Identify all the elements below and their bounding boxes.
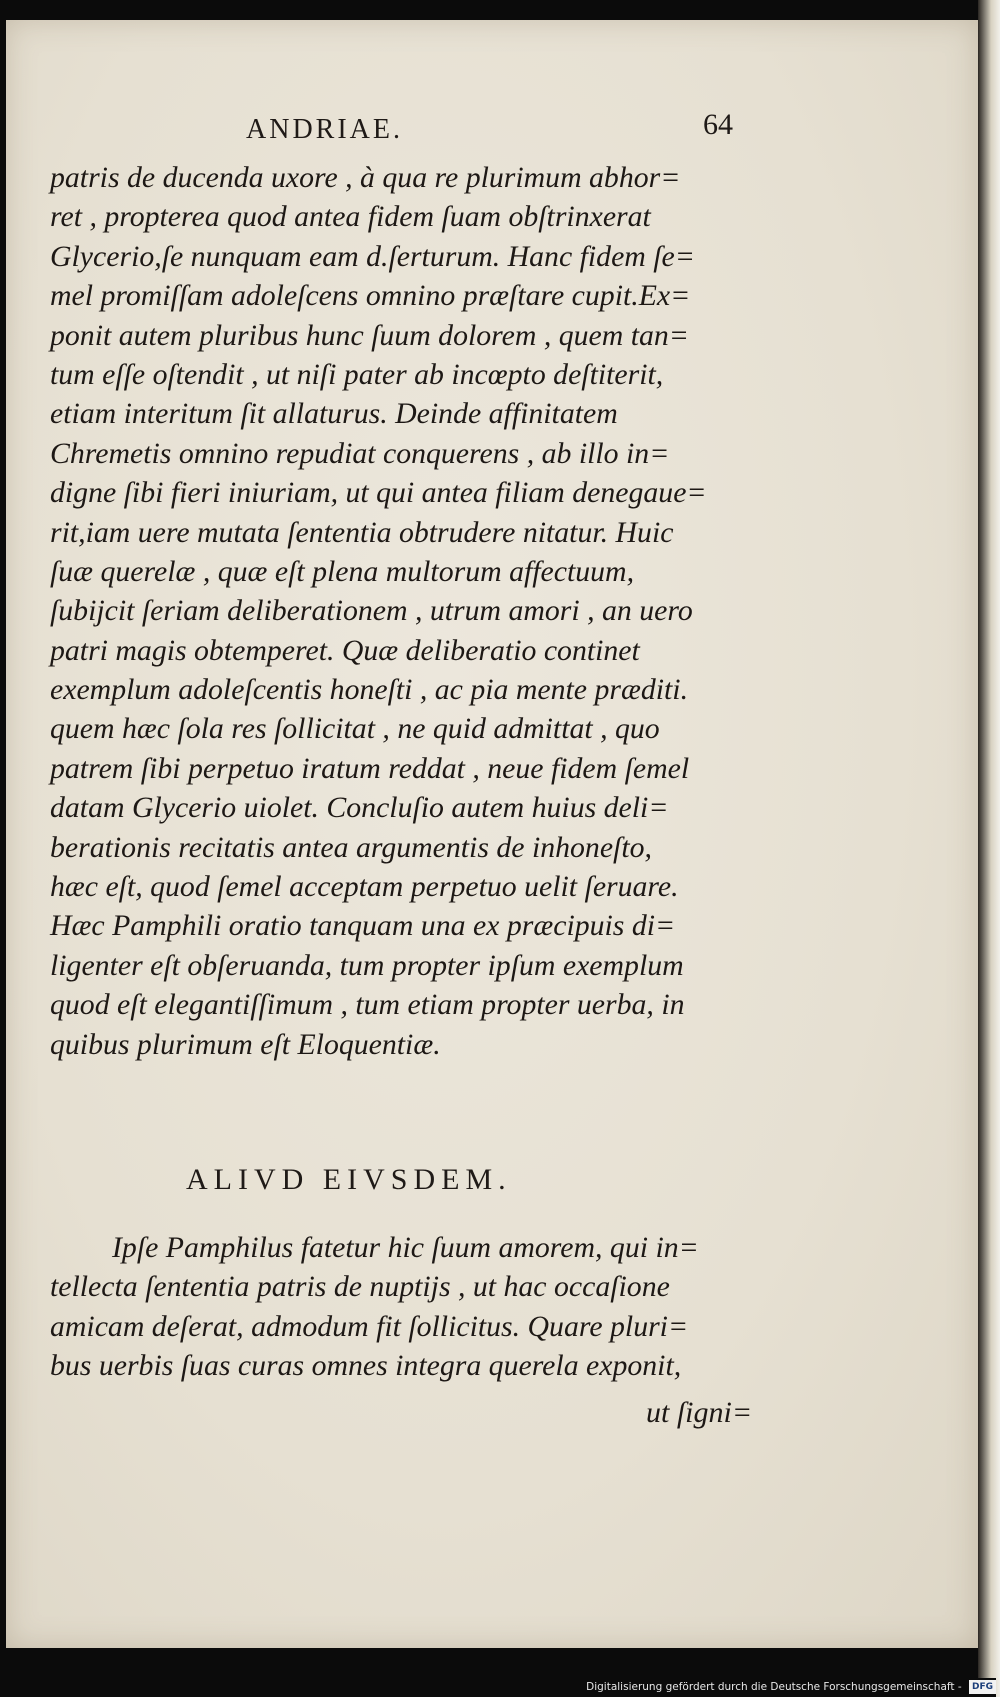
page-number: 64 <box>703 108 733 141</box>
footer-text: Digitalisierung gefördert durch die Deutsche Forschungsgemeinschaft - <box>586 1681 962 1693</box>
text-line: ret , propterea quod antea fidem ſuam obſtrinxerat <box>50 200 651 234</box>
text-line: hæc eſt, quod ſemel acceptam perpetuo uelit ſeruare. <box>50 870 679 904</box>
paragraph-2 <box>50 1228 762 1386</box>
text-line: bus uerbis ſuas curas omnes integra querela exponit, <box>50 1349 682 1383</box>
footer-credit <box>0 1678 996 1697</box>
book-page <box>6 20 978 1648</box>
text-line: tum eſſe oſtendit , ut niſi pater ab incœpto deſtiterit, <box>50 357 664 391</box>
text-line: mel promiſſam adoleſcens omnino præſtare cupit.Ex= <box>50 279 691 313</box>
text-line: patrem ſibi perpetuo iratum reddat , neue fidem ſemel <box>50 751 690 785</box>
text-line: exemplum adoleſcentis honeſti , ac pia mente præditi. <box>50 673 689 707</box>
text-line: patris de ducenda uxore , à qua re plurimum abhor= <box>50 161 681 194</box>
running-title: ANDRIAE. <box>246 114 403 145</box>
text-line: patri magis obtemperet. Quæ deliberatio continet <box>50 633 640 667</box>
text-line: quem hæc ſola res ſollicitat , ne quid admittat , quo <box>50 712 660 746</box>
text-line: tellecta ſententia patris de nuptijs , ut hac occaſione <box>50 1270 670 1304</box>
section-heading: ALIVD EIVSDEM. <box>186 1163 512 1196</box>
dfg-logo: DFG <box>969 1680 996 1694</box>
text-line: ligenter eſt obſeruanda, tum propter ipſum exemplum <box>50 948 684 982</box>
text-line: Glycerio,ſe nunquam eam d.ſerturum. Hanc fidem ſe= <box>50 239 695 273</box>
text-line: quod eſt elegantiſſimum , tum etiam propter uerba, in <box>50 988 685 1022</box>
text-line: Chremetis omnino repudiat conquerens , ab illo in= <box>50 436 670 470</box>
text-line: Hæc Pamphili oratio tanquam una ex præcipuis di= <box>50 909 676 943</box>
catchword: ut ſigni= <box>646 1396 753 1429</box>
text-line: berationis recitatis antea argumentis de inhoneſto, <box>50 830 652 864</box>
text-line: ſubijcit ſeriam deliberationem , utrum amori , an uero <box>50 594 693 628</box>
text-line: rit,iam uere mutata ſententia obtrudere nitatur. Huic <box>50 515 674 549</box>
text-line: amicam deſerat, admodum fit ſollicitus. Quare pluri= <box>50 1309 689 1343</box>
page-edge <box>978 0 1000 1697</box>
text-line: datam Glycerio uiolet. Concluſio autem huius deli= <box>50 791 669 825</box>
paragraph-1 <box>50 158 762 1064</box>
text-line: ponit autem pluribus hunc ſuum dolorem , quem tan= <box>50 318 689 352</box>
text-line: quibus plurimum eſt Eloquentiæ. <box>50 1027 441 1061</box>
text-line: digne ſibi fieri iniuriam, ut qui antea filiam denegaue= <box>50 476 707 510</box>
text-line: etiam interitum ſit allaturus. Deinde affinitatem <box>50 397 618 431</box>
text-line: Ipſe Pamphilus fatetur hic ſuum amorem, qui in= <box>112 1231 699 1264</box>
text-line: ſuæ querelæ , quæ eſt plena multorum affectuum, <box>50 554 635 588</box>
